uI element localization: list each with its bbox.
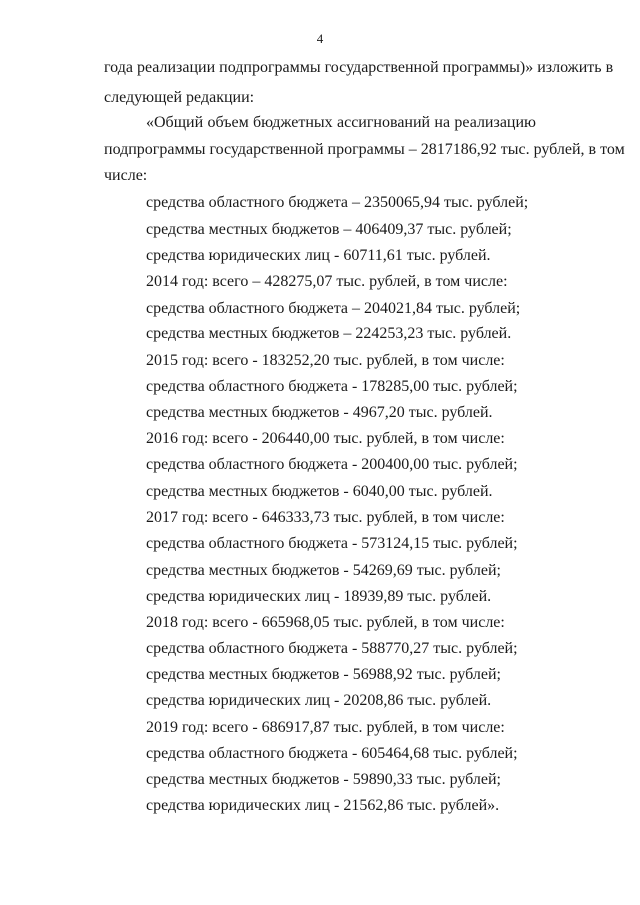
budget-item: средства местных бюджетов - 6040,00 тыс. рублей. bbox=[146, 483, 493, 500]
paragraph-line-3: «Общий объем бюджетных ассигнований на реализацию bbox=[146, 114, 536, 131]
budget-item: средства областного бюджета – 204021,84 тыс. рублей; bbox=[146, 300, 521, 317]
budget-item: средства местных бюджетов - 59890,33 тыс. рублей; bbox=[146, 771, 501, 788]
budget-item: средства местных бюджетов – 406409,37 тыс. рублей; bbox=[146, 221, 512, 238]
budget-item: средства местных бюджетов - 4967,20 тыс. рублей. bbox=[146, 404, 493, 421]
paragraph-line-4: подпрограммы государственной программы – 2817186,92 тыс. рублей, в том bbox=[104, 141, 625, 158]
paragraph-line-2: следующей редакции: bbox=[104, 89, 255, 106]
budget-item: средства местных бюджетов - 54269,69 тыс. рублей; bbox=[146, 562, 501, 579]
year-total: 2019 год: всего - 686917,87 тыс. рублей, в том числе: bbox=[146, 719, 505, 736]
budget-item: средства юридических лиц - 60711,61 тыс. рублей. bbox=[146, 247, 491, 264]
budget-item: средства местных бюджетов - 56988,92 тыс. рублей; bbox=[146, 666, 501, 683]
budget-item: средства областного бюджета - 588770,27 тыс. рублей; bbox=[146, 640, 518, 657]
year-total: 2016 год: всего - 206440,00 тыс. рублей, в том числе: bbox=[146, 430, 505, 447]
budget-item: средства областного бюджета – 2350065,94 тыс. рублей; bbox=[146, 194, 529, 211]
year-total: 2017 год: всего - 646333,73 тыс. рублей, в том числе: bbox=[146, 509, 505, 526]
year-total: 2015 год: всего - 183252,20 тыс. рублей, в том числе: bbox=[146, 352, 505, 369]
year-total: 2018 год: всего - 665968,05 тыс. рублей, в том числе: bbox=[146, 614, 505, 631]
page-number: 4 bbox=[316, 31, 324, 46]
budget-item: средства местных бюджетов – 224253,23 тыс. рублей. bbox=[146, 325, 512, 342]
budget-item: средства областного бюджета - 200400,00 тыс. рублей; bbox=[146, 456, 518, 473]
budget-item: средства областного бюджета - 573124,15 тыс. рублей; bbox=[146, 535, 518, 552]
budget-item: средства юридических лиц - 21562,86 тыс. рублей». bbox=[146, 797, 500, 814]
paragraph-line-1: года реализации подпрограммы государственной программы)» изложить в bbox=[104, 59, 614, 76]
year-total: 2014 год: всего – 428275,07 тыс. рублей, в том числе: bbox=[146, 273, 508, 290]
budget-item: средства областного бюджета - 178285,00 тыс. рублей; bbox=[146, 378, 518, 395]
budget-item: средства областного бюджета - 605464,68 тыс. рублей; bbox=[146, 745, 518, 762]
budget-item: средства юридических лиц - 20208,86 тыс. рублей. bbox=[146, 692, 492, 709]
budget-item: средства юридических лиц - 18939,89 тыс. рублей. bbox=[146, 588, 492, 605]
paragraph-line-5: числе: bbox=[104, 167, 148, 184]
